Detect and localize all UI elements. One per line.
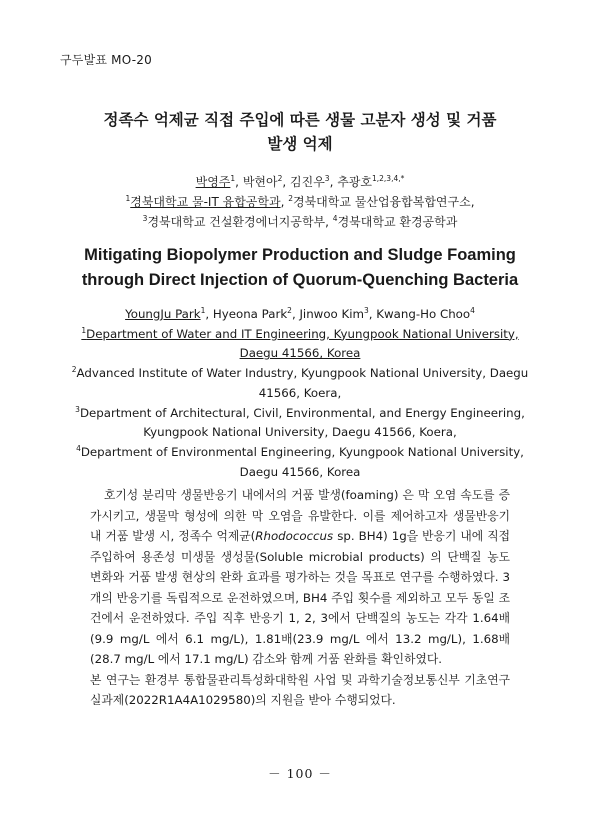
- author-list-english: YoungJu Park$^1$, Hyeona Park$^2$, Jinwoo Kim$^3$, Kwang-Ho Choo$^4$: [125, 306, 475, 321]
- title-english-line2: through Direct Injection of Quorum-Quenching Bacteria: [81, 271, 519, 289]
- affiliation-line: Daegu 41566, Korea: [239, 464, 361, 479]
- title-korean-line2: 발생 억제: [267, 135, 333, 153]
- author-name: Hyeona Park: [212, 307, 288, 321]
- title-korean-line1: 정족수 억제균 직접 주입에 따른 생물 고분자 생성 및 거품: [103, 111, 497, 129]
- abstract-text: sp. BH4) 1g을 반응기 내에 직접 주입하여 용존성 미생물 생성물(Soluble microbial products) 의 단백질 농도 변화와 거품 발생 현상의 완화 효과를 평가하는 것을 목표로 연구를 수행하였다. 3개의 반응기를 독립적으로 운전하였으며, BH4 주입 횟수를 제외하고 모두 동일 조건에서 운전하였다. 주입 직후 반응기 1, 2, 3에서 단백질의 농도는 각각 1.64배(9.9 mg/L 에서 6.1 mg/L), 1.81배(23.9 mg/L 에서 13.2 mg/L), 1.68배(28.7 mg/L 에서 17.1 mg/L) 감소와 함께 거품 완화를 확인하였다.: [90, 529, 510, 666]
- affiliation-line: 41566, Koera,: [258, 385, 342, 400]
- author-name: 김진우: [290, 175, 325, 189]
- affiliation-line: Daegu 41566, Korea: [239, 346, 361, 361]
- session-label: 구두발표 MO-20: [60, 53, 152, 67]
- abstract-paragraph: [90, 485, 510, 670]
- affiliation: 경북대학교 물-IT 융합공학과: [130, 195, 281, 209]
- affiliations-korean-line2: $^3$경북대학교 건설환경에너지공학부, $^4$경북대학교 환경공학과: [142, 214, 458, 229]
- authors-english: [60, 305, 540, 482]
- author-name: Kwang-Ho Choo: [376, 307, 471, 321]
- authors-korean: [60, 172, 540, 232]
- affiliation-sup: 4: [332, 214, 338, 223]
- title-english: [60, 243, 540, 293]
- author-sup: 3: [324, 174, 330, 183]
- abstract-text: 호기성 분리막 생물반응기 내에서의 거품 발생(foaming) 은 막 오염 속도를 증가시키고, 생물막 형성에 의한 막 오염을 유발한다. 이를 제어하고자 생물반응기 내 거품 발생 시, 정족수 억제균(: [90, 488, 510, 543]
- affiliations-korean-line1: $^1$경북대학교 물-IT 융합공학과, $^2$경북대학교 물산업융합복합연구소,: [125, 194, 475, 209]
- author-sup: 1,2,3,4,*: [372, 174, 405, 183]
- corresponding-mark: *: [400, 174, 405, 183]
- affiliation-sup: 1: [125, 194, 131, 203]
- author-name: 추광호: [337, 175, 372, 189]
- affiliation-sup: 3: [75, 404, 80, 414]
- author-sup: 1: [230, 174, 236, 183]
- affiliation-english-1: [60, 325, 540, 345]
- affiliation-english-4: [60, 443, 540, 463]
- affiliation-sup: 2: [288, 194, 293, 203]
- acknowledgement: 본 연구는 환경부 통합물관리특성화대학원 사업 및 과학기술정보통신부 기초연구실과제(2022R1A4A1029580)의 지원을 받아 수행되었다.: [90, 672, 510, 707]
- affiliation-english-3: [60, 404, 540, 424]
- affiliation-sup: 2: [71, 365, 77, 375]
- affiliation-line: Department of Architectural, Civil, Environmental, and Energy Engineering,: [79, 405, 525, 420]
- affiliation-line: Advanced Institute of Water Industry, Kyungpook National University, Daegu: [76, 366, 529, 381]
- affiliation-line: Department of Environmental Engineering, Kyungpook National University,: [80, 444, 524, 459]
- affiliation: 경북대학교 환경공학과: [337, 215, 458, 229]
- species-name: Rhodococcus: [255, 529, 334, 543]
- affiliation-line: Department of Water and IT Engineering, Kyungpook National University,: [86, 326, 519, 341]
- author-sup: 2: [277, 174, 283, 183]
- author-list-korean: 박영주$^1$, 박현아$^2$, 김진우$^3$, 추광호$^{1,2,3,4,*}$: [195, 174, 405, 189]
- title-korean: [60, 108, 540, 156]
- author-sup: 1: [200, 306, 206, 316]
- author-name: 박영주: [195, 175, 231, 189]
- title-english-line1: Mitigating Biopolymer Production and Sludge Foaming: [84, 246, 516, 264]
- affiliation-sup: 3: [142, 214, 148, 223]
- affiliation: 경북대학교 건설환경에너지공학부: [147, 215, 326, 229]
- affiliation: 경북대학교 물산업융합복합연구소: [293, 195, 471, 209]
- author-sup: 3: [364, 306, 369, 316]
- author-sup: 4: [470, 306, 475, 316]
- author-name: 박현아: [242, 175, 278, 189]
- affiliation-sup: 4: [76, 444, 81, 453]
- abstract: [90, 485, 510, 711]
- author-name: Jinwoo Kim: [299, 307, 365, 321]
- affiliation-sup: 1: [81, 325, 87, 335]
- affiliation-english-2: [60, 364, 540, 384]
- author-sup: 2: [287, 306, 292, 316]
- page-number: － 100 －: [268, 766, 332, 781]
- affiliation-line: Kyungpook National University, Daegu 41566, Koera,: [143, 425, 457, 440]
- author-name: YoungJu Park: [125, 307, 201, 321]
